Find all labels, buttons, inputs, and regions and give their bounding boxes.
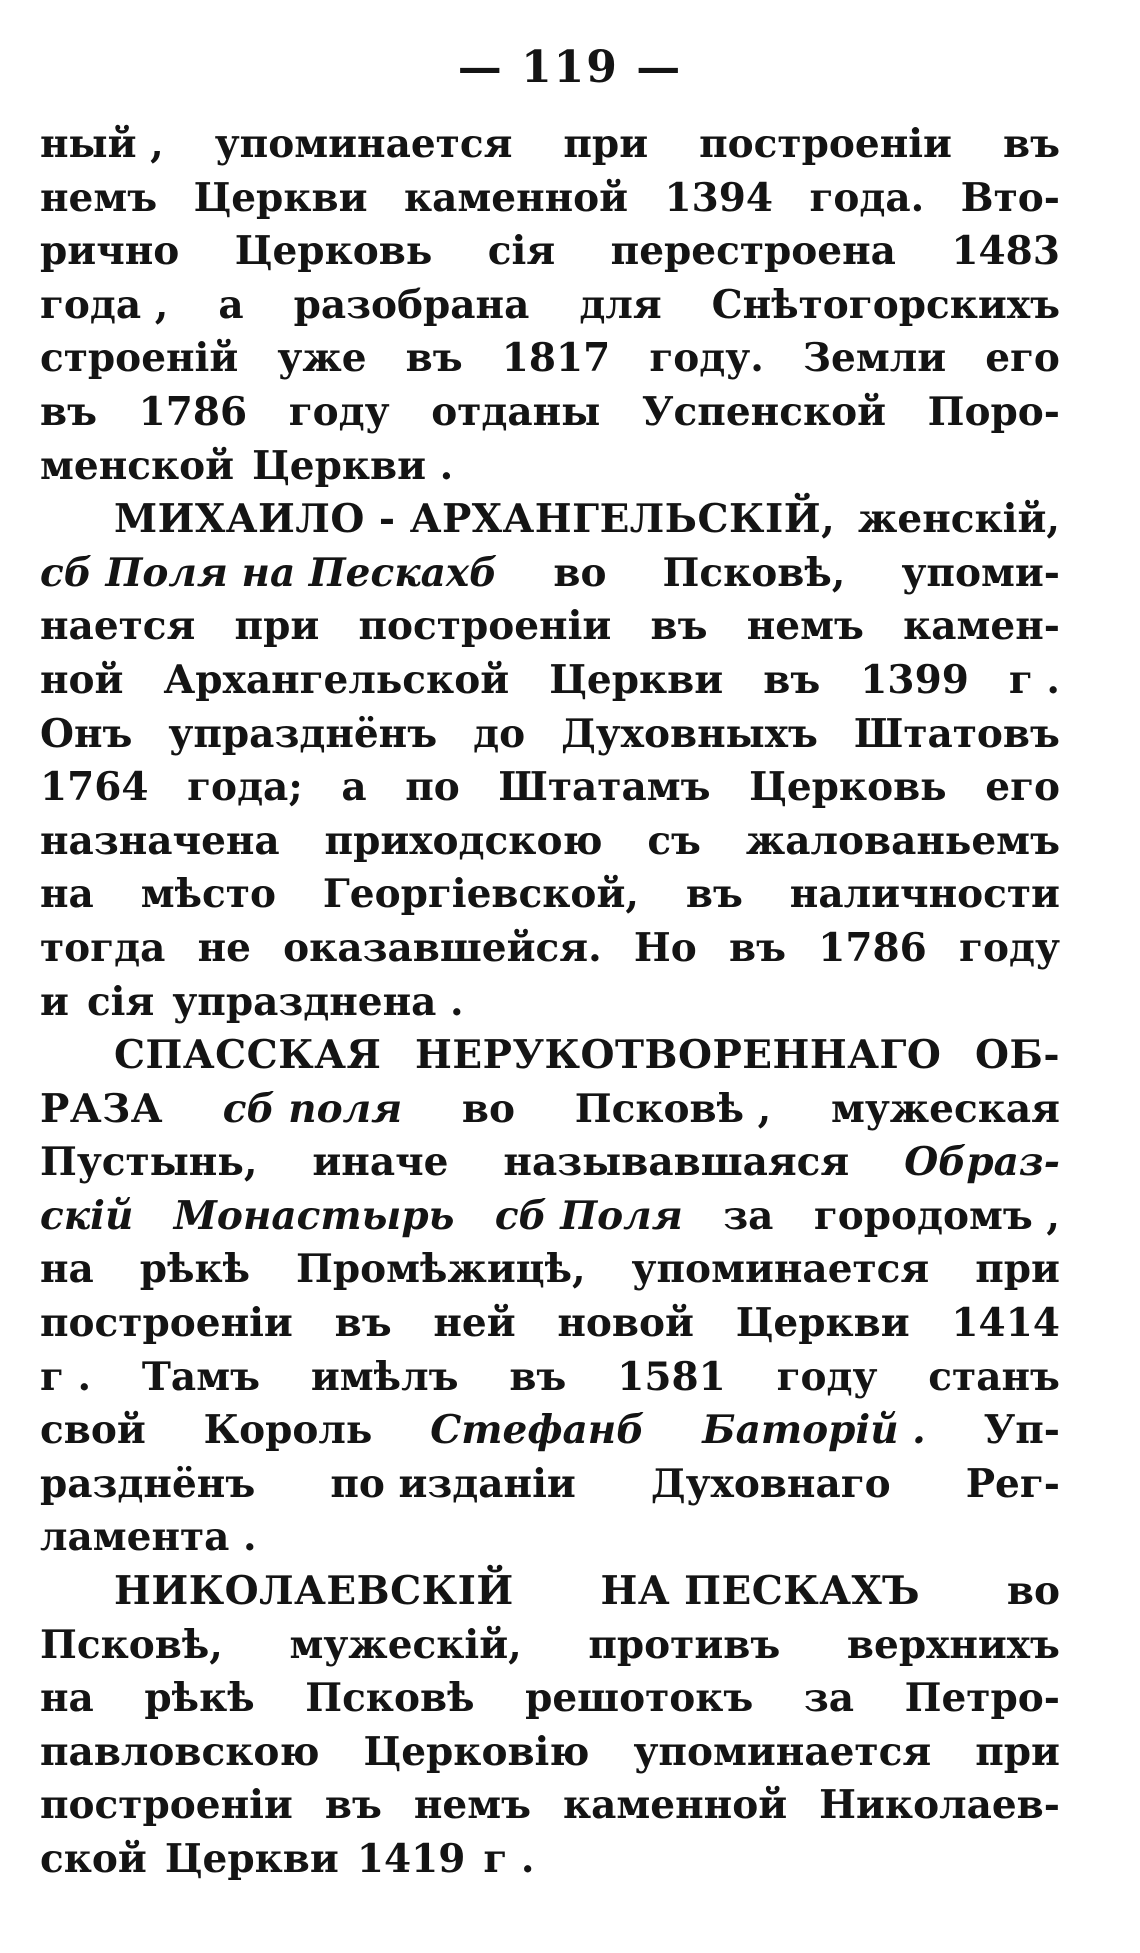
- text-line: ской Церкви 1419 г .: [40, 1836, 535, 1882]
- body-text: [40, 118, 1060, 1887]
- text-line: немъ Церкви каменной 1394 года. Вто-: [40, 174, 1060, 221]
- text-line: на мѣсто Георгіевской, въ наличности: [40, 871, 1060, 918]
- text-line: въ 1786 году отданы Успенской Поро-: [40, 388, 1060, 435]
- entry-heading-line: НИКОЛАЕВСКІЙ НА ПЕСКАХЪ во: [114, 1568, 1060, 1615]
- text-line: 1764 года; а по Штатамъ Церковь его: [40, 764, 1060, 811]
- text-line: строеній уже въ 1817 году. Земли его: [40, 335, 1060, 382]
- entry-heading-line: МИХАИЛО - АРХАНГЕЛЬСКІЙ, женскій,: [114, 496, 1060, 543]
- text-line: построеніи въ ней новой Церкви 1414: [40, 1300, 1060, 1347]
- text-line: разднёнъ по изданіи Духовнаго Рег-: [40, 1460, 1060, 1507]
- text-line: ной Архангельской Церкви въ 1399 г .: [40, 656, 1060, 703]
- text-line: г . Тамъ имѣлъ въ 1581 году станъ: [40, 1353, 1060, 1400]
- text-line: построеніи въ немъ каменной Николаев-: [40, 1782, 1060, 1829]
- page-number: — 119 —: [457, 42, 683, 93]
- text-line: ламента .: [40, 1514, 257, 1561]
- text-line: тогда не оказавшейся. Но въ 1786 году: [40, 924, 1060, 971]
- text-line: рично Церковь сія перестроена 1483: [40, 228, 1060, 275]
- text-line: скій Монастырь сб Поля за городомъ ,: [40, 1192, 1060, 1239]
- text-line: и сія упразднена .: [40, 978, 464, 1025]
- text-line: года , а разобрана для Снѣтогорскихъ: [40, 281, 1060, 328]
- text-line: нается при построеніи въ немъ камен-: [40, 603, 1060, 650]
- text-line: назначена приходскою съ жалованьемъ: [40, 817, 1060, 864]
- entry-heading-line: СПАССКАЯ НЕРУКОТВОРЕННАГО ОБ-: [114, 1032, 1060, 1079]
- text-line: Псковѣ, мужескій, противъ верхнихъ: [40, 1621, 1060, 1668]
- text-line: менской Церкви .: [40, 442, 454, 489]
- text-line: свой Король Стефанб Баторій . Уп-: [40, 1407, 1060, 1454]
- text-line: на рѣкѣ Псковѣ решотокъ за Петро-: [40, 1675, 1060, 1722]
- text-line: на рѣкѣ Промѣжицѣ, упоминается при: [40, 1246, 1060, 1293]
- text-line: Пустынь, иначе называвшаяся Образ-: [40, 1139, 1060, 1186]
- text-line: РАЗА сб поля во Псковѣ , мужеская: [40, 1085, 1060, 1132]
- text-line: ный , упоминается при построеніи въ: [40, 121, 1060, 167]
- text-line: павловскою Церковію упоминается при: [40, 1728, 1060, 1775]
- text-line: сб Поля на Пескахб во Псковѣ, упоми-: [40, 549, 1060, 596]
- text-line: Онъ упразднёнъ до Духовныхъ Штатовъ: [40, 710, 1060, 757]
